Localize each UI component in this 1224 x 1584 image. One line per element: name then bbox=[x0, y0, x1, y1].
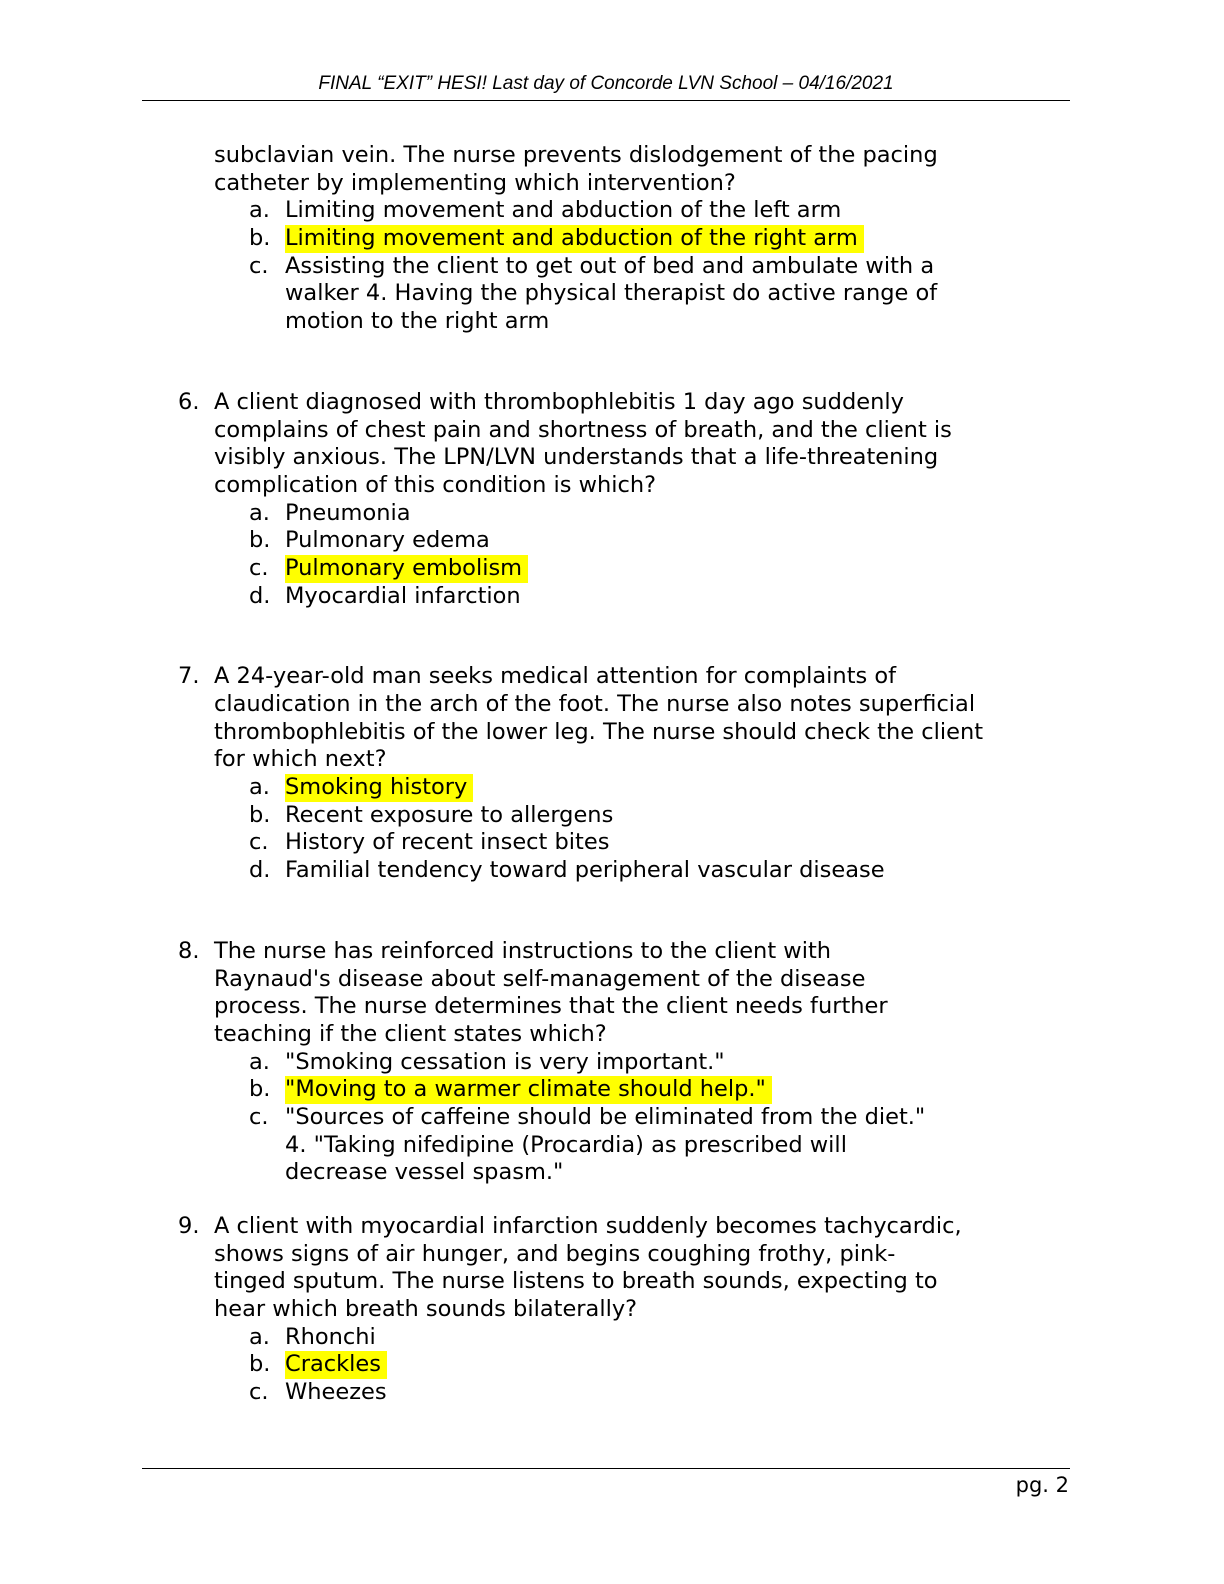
option-letter: d. bbox=[249, 857, 271, 884]
option-text-highlighted: "Moving to a warmer climate should help." bbox=[285, 1076, 772, 1104]
page-header-title: FINAL “EXIT” HESI! Last day of Concorde LVN School – 04/16/2021 bbox=[318, 73, 894, 94]
question-stem-line: 8. The nurse has reinforced instructions to the client with bbox=[178, 937, 832, 964]
question-number: 6. bbox=[178, 388, 200, 415]
option-letter: a. bbox=[249, 499, 270, 526]
option-letter: c. bbox=[249, 554, 269, 581]
question-number: 7. bbox=[178, 663, 200, 690]
option-letter: c. bbox=[249, 829, 269, 856]
answer-option bbox=[0, 857, 1224, 885]
question-stem-line: tinged sputum. The nurse listens to breath sounds, expecting to bbox=[214, 1268, 938, 1295]
option-letter: a. bbox=[249, 197, 270, 224]
option-letter: c. bbox=[249, 1379, 269, 1406]
option-letter: a. bbox=[249, 1048, 270, 1075]
question-stem-line: shows signs of air hunger, and begins coughing frothy, pink- bbox=[214, 1240, 896, 1267]
option-text: Pneumonia bbox=[285, 499, 411, 526]
option-text: Rhonchi bbox=[285, 1323, 376, 1350]
page-number: pg. 2 bbox=[1015, 1473, 1069, 1497]
question-number: 8. bbox=[178, 937, 200, 964]
footer-divider bbox=[142, 1468, 1070, 1469]
option-letter: d. bbox=[249, 582, 271, 609]
option-text: Pulmonary edema bbox=[285, 527, 490, 554]
option-text: Myocardial infarction bbox=[285, 582, 521, 609]
option-letter: b. bbox=[249, 801, 271, 828]
question-stem-line: visibly anxious. The LPN/LVN understands that a life-threatening bbox=[214, 444, 939, 471]
option-text-continued: decrease vessel spasm." bbox=[285, 1159, 564, 1186]
option-text: Assisting the client to get out of bed and ambulate with a bbox=[285, 252, 935, 279]
question-stem-line: complication of this condition is which? bbox=[214, 471, 657, 498]
answer-option bbox=[0, 802, 1224, 830]
option-letter: b. bbox=[249, 527, 271, 554]
option-text-continued: 4. "Taking nifedipine (Procardia) as prescribed will bbox=[285, 1131, 847, 1158]
question-stem-line: subclavian vein. The nurse prevents dislodgement of the pacing bbox=[214, 142, 938, 168]
question-content bbox=[0, 142, 1224, 1407]
answer-option bbox=[0, 583, 1224, 611]
option-text: Familial tendency toward peripheral vascular disease bbox=[285, 857, 885, 884]
option-letter: c. bbox=[249, 252, 269, 279]
answer-option bbox=[0, 1104, 1224, 1132]
answer-option-highlighted bbox=[0, 1076, 1224, 1104]
answer-option bbox=[0, 1324, 1224, 1352]
option-text: "Sources of caffeine should be eliminated from the diet." bbox=[285, 1103, 926, 1130]
question-5 bbox=[0, 142, 1224, 336]
answer-option-highlighted bbox=[0, 555, 1224, 583]
question-stem-line: for which next? bbox=[214, 746, 387, 773]
question-7 bbox=[0, 663, 1224, 885]
option-text: "Smoking cessation is very important." bbox=[285, 1048, 725, 1075]
question-stem-line: complains of chest pain and shortness of breath, and the client is bbox=[214, 416, 952, 443]
option-text: History of recent insect bites bbox=[285, 829, 610, 856]
option-text-continued: walker 4. Having the physical therapist do active range of bbox=[285, 280, 938, 307]
question-6 bbox=[0, 389, 1224, 611]
answer-option-highlighted bbox=[0, 774, 1224, 802]
question-9 bbox=[0, 1213, 1224, 1407]
option-letter: c. bbox=[249, 1103, 269, 1130]
option-text: Wheezes bbox=[285, 1379, 387, 1406]
answer-option-highlighted bbox=[0, 225, 1224, 253]
question-stem-line: hear which breath sounds bilaterally? bbox=[214, 1296, 638, 1323]
question-8 bbox=[0, 938, 1224, 1187]
answer-option bbox=[0, 500, 1224, 528]
option-text-highlighted: Smoking history bbox=[285, 774, 473, 802]
option-letter: b. bbox=[249, 1076, 271, 1103]
answer-option bbox=[0, 197, 1224, 225]
question-stem-line: thrombophlebitis of the lower leg. The nurse should check the client bbox=[214, 718, 984, 745]
answer-option bbox=[0, 1379, 1224, 1407]
question-stem-line: 9. A client with myocardial infarction suddenly becomes tachycardic, bbox=[178, 1213, 962, 1239]
question-stem-line: claudication in the arch of the foot. The nurse also notes superficial bbox=[214, 691, 976, 717]
answer-option-highlighted bbox=[0, 1351, 1224, 1379]
answer-option bbox=[0, 1049, 1224, 1077]
option-letter: b. bbox=[249, 225, 271, 252]
question-stem-line: 6. A client diagnosed with thrombophlebitis 1 day ago suddenly bbox=[178, 388, 904, 415]
question-stem-line: process. The nurse determines that the client needs further bbox=[214, 993, 888, 1020]
option-text: Limiting movement and abduction of the left arm bbox=[285, 197, 842, 224]
question-stem-line: Raynaud's disease about self-management of the disease bbox=[214, 965, 866, 992]
option-text: Recent exposure to allergens bbox=[285, 801, 614, 828]
option-text-continued: motion to the right arm bbox=[285, 308, 550, 335]
option-letter: a. bbox=[249, 1323, 270, 1350]
option-text-highlighted: Limiting movement and abduction of the right arm bbox=[285, 225, 864, 253]
question-number: 9. bbox=[178, 1213, 200, 1239]
option-letter: a. bbox=[249, 774, 270, 801]
question-stem-line: catheter by implementing which intervention? bbox=[214, 169, 736, 196]
question-stem-line: teaching if the client states which? bbox=[214, 1020, 607, 1047]
header-divider bbox=[142, 100, 1070, 101]
answer-option bbox=[0, 527, 1224, 555]
option-text-highlighted: Pulmonary embolism bbox=[285, 555, 528, 583]
answer-option bbox=[0, 253, 1224, 281]
answer-option bbox=[0, 829, 1224, 857]
option-letter: b. bbox=[249, 1351, 271, 1378]
question-stem-line: 7. A 24-year-old man seeks medical attention for complaints of bbox=[178, 663, 897, 690]
option-text-highlighted: Crackles bbox=[285, 1351, 387, 1379]
